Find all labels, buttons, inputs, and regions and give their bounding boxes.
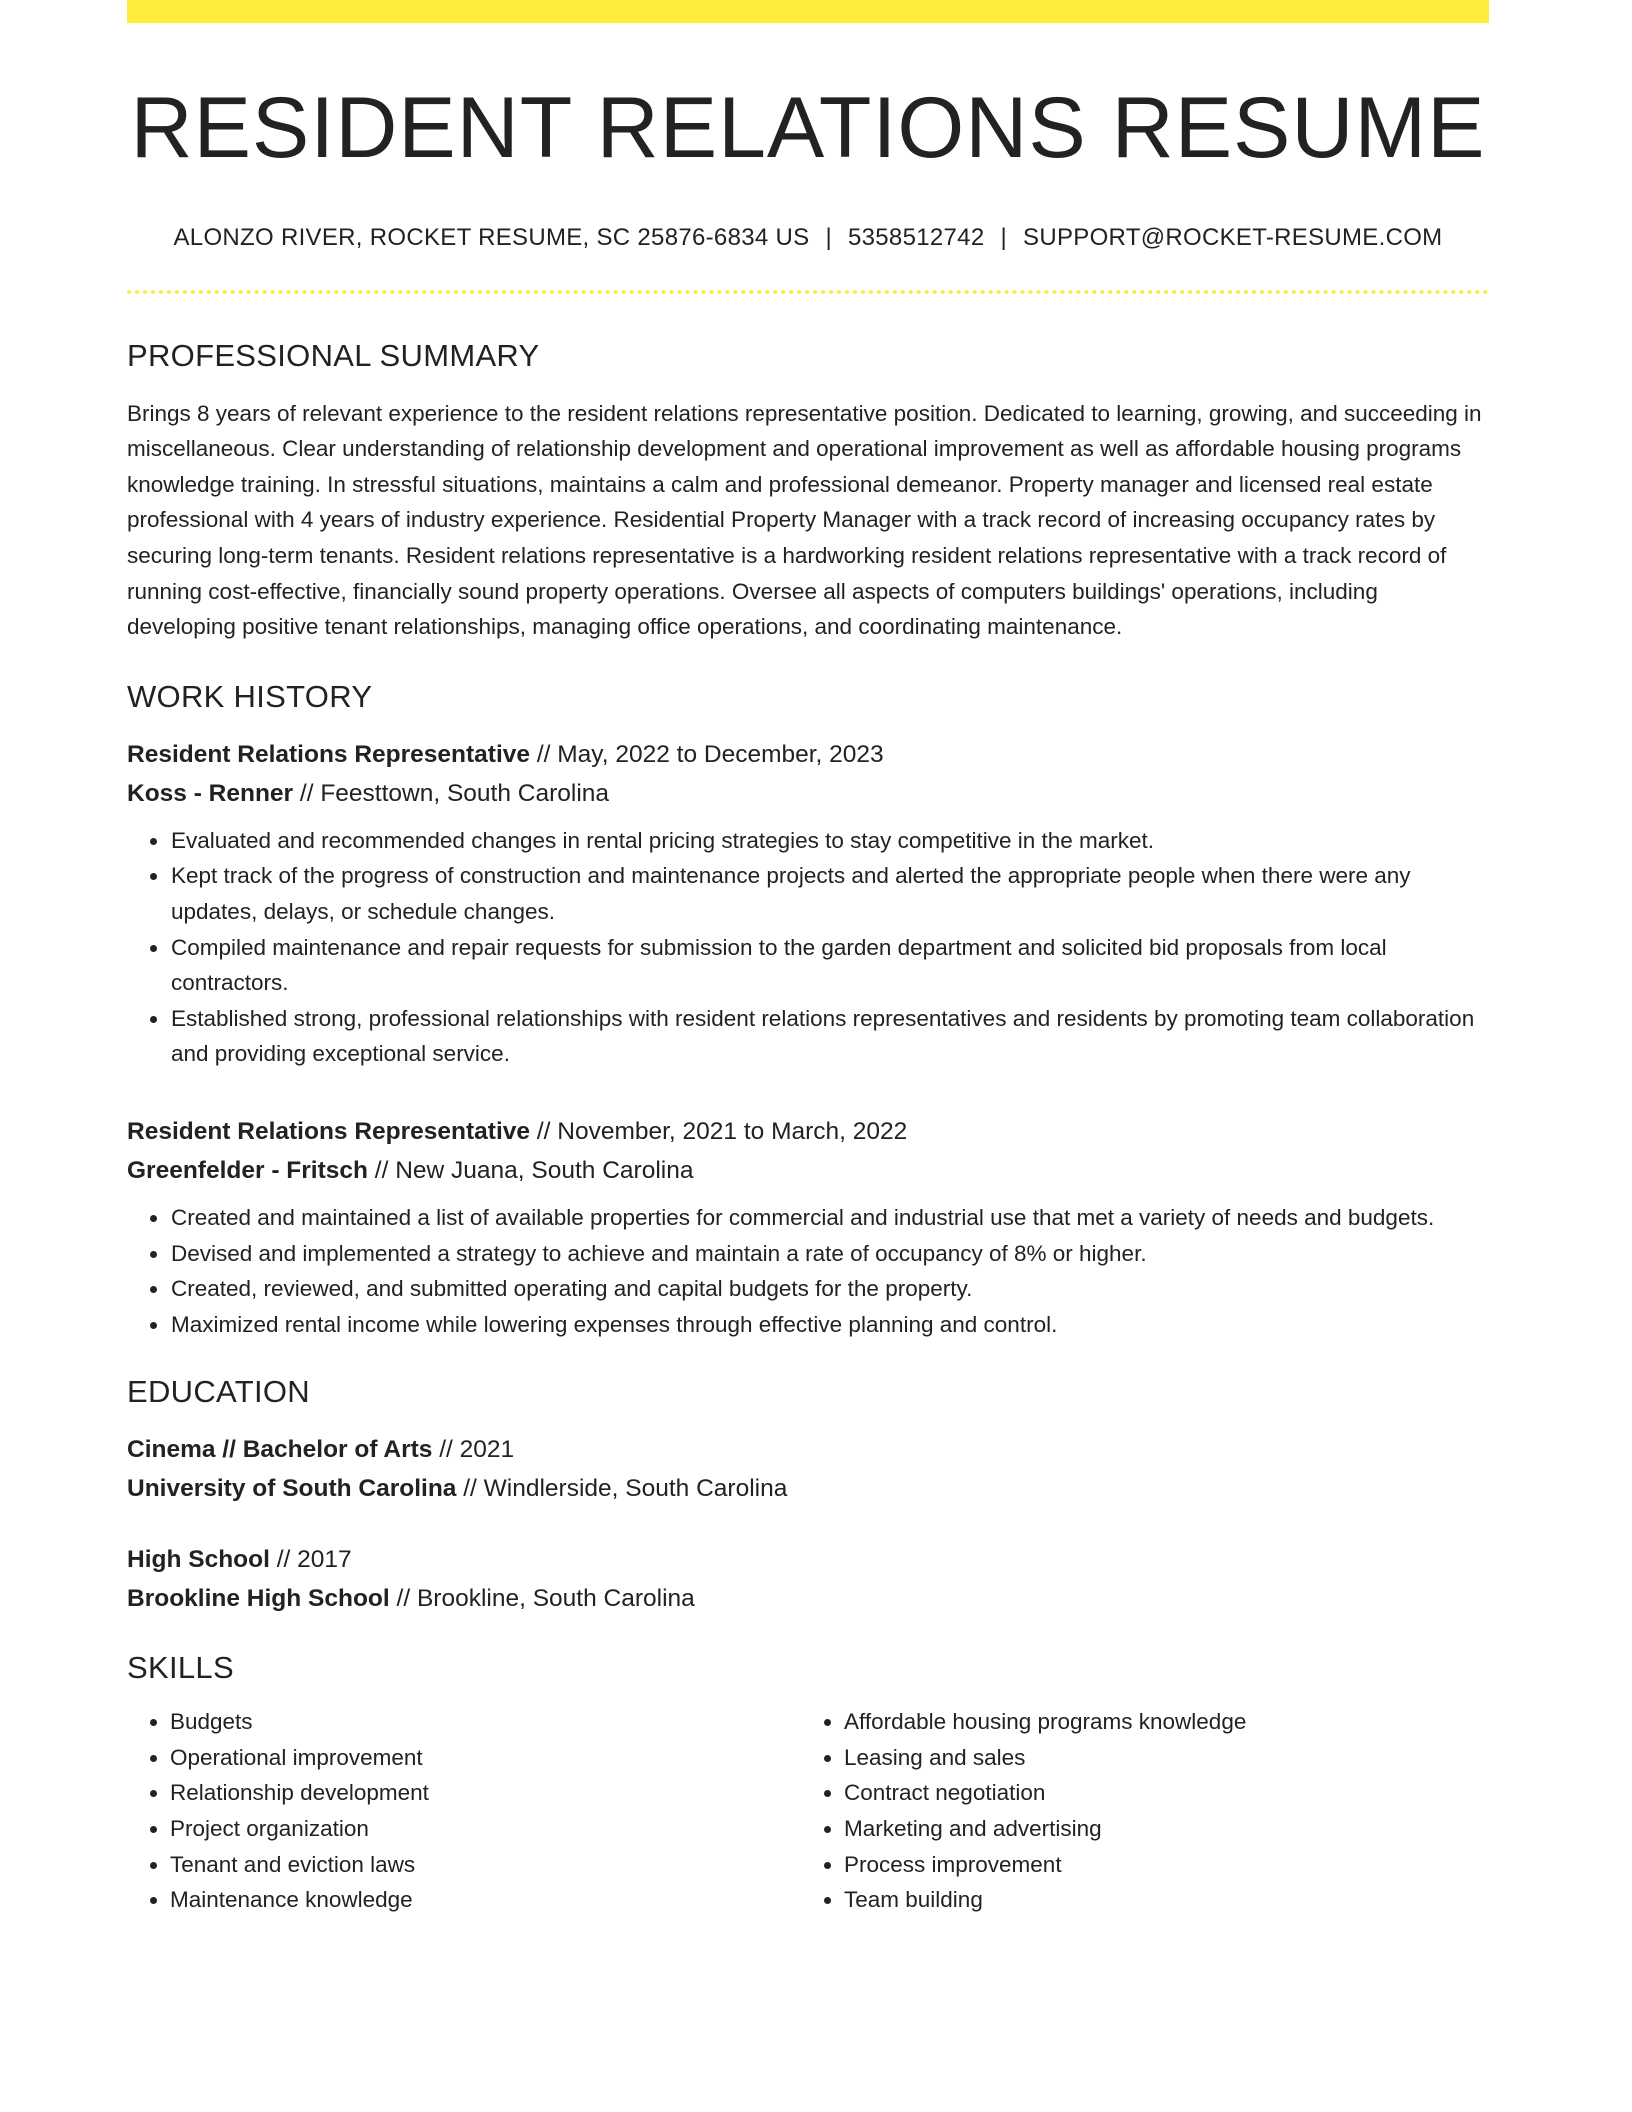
education-school: Brookline High School xyxy=(127,1585,390,1613)
contact-separator: | xyxy=(1000,223,1008,251)
job-entry xyxy=(127,735,1489,1072)
education-degree: High School xyxy=(127,1546,270,1574)
education-location: // Windlerside, South Carolina xyxy=(456,1475,788,1503)
contact-separator: | xyxy=(825,223,832,251)
contact-email: SUPPORT@ROCKET-RESUME.COM xyxy=(1023,223,1443,251)
list-item: • Compiled maintenance and repair requests for submission to the garden department and solicited bid proposals from local contractors. xyxy=(170,930,1489,1001)
resume-title: RESIDENT RELATIONS RESUME xyxy=(130,80,1486,176)
list-item: • Maximized rental income while lowering expenses through effective planning and control. xyxy=(170,1307,1489,1343)
job-title: Resident Relations Representative xyxy=(127,1117,531,1145)
skills-columns xyxy=(127,1704,1489,1918)
summary-text: Brings 8 years of relevant experience to the resident relations representative position. Dedicated to learning, growing, and succeeding in miscellaneous. Clear understanding of relationship development and operational improvement as well as affordable housing programs knowledge training. In stressful situations, maintains a calm and professional demeanor. Property manager and licensed real estate professional with 4 years of industry experience. Residential Property Manager with a track record of increasing occupancy rates by securing long-term tenants. Resident relations representative is a hardworking resident relations representative with a track record of running cost-effective, financially sound property operations. Oversee all aspects of computers buildings' operations, including developing positive tenant relationships, managing office operations, and coordinating maintenance. xyxy=(127,400,1482,640)
education-school: University of South Carolina xyxy=(127,1475,457,1503)
job-company: Greenfelder - Fritsch xyxy=(127,1156,368,1184)
skills-list-left xyxy=(127,1704,799,1918)
skills-list-right xyxy=(799,1704,1473,1918)
skill-item: • Maintenance knowledge xyxy=(170,1882,799,1918)
skill-item: • Contract negotiation xyxy=(844,1775,1473,1811)
education-entry xyxy=(127,1430,1489,1508)
skill-item: • Leasing and sales xyxy=(844,1740,1473,1776)
list-item: • Created, reviewed, and submitted operating and capital budgets for the property. xyxy=(170,1271,1489,1307)
accent-top-bar xyxy=(127,0,1489,23)
skill-item: • Project organization xyxy=(170,1811,799,1847)
list-item: • Devised and implemented a strategy to achieve and maintain a rate of occupancy of 8% or higher. xyxy=(170,1236,1489,1272)
education-year: // 2021 xyxy=(432,1436,515,1464)
job-location: // Feesttown, South Carolina xyxy=(293,779,610,807)
contact-line xyxy=(127,224,1489,252)
job-company: Koss - Renner xyxy=(127,779,294,807)
job-bullets xyxy=(127,1200,1489,1342)
resume-page xyxy=(127,0,1489,1918)
job-company-line xyxy=(127,774,1489,813)
skill-item: • Operational improvement xyxy=(170,1740,799,1776)
job-bullets xyxy=(127,823,1489,1072)
job-title-line xyxy=(127,1112,1489,1151)
dotted-divider xyxy=(127,290,1489,294)
job-entry xyxy=(127,1112,1489,1342)
job-location: // New Juana, South Carolina xyxy=(367,1156,694,1184)
skill-item: • Marketing and advertising xyxy=(844,1811,1473,1847)
list-item: • Kept track of the progress of construction and maintenance projects and alerted the appropriate people when there were any updates, delays, or schedule changes. xyxy=(170,858,1489,929)
skill-item: • Relationship development xyxy=(170,1775,799,1811)
education-school-line xyxy=(127,1579,1489,1618)
list-item: • Evaluated and recommended changes in rental pricing strategies to stay competitive in the market. xyxy=(170,823,1489,859)
section-heading-summary: PROFESSIONAL SUMMARY xyxy=(127,337,540,373)
job-dates: // November, 2021 to March, 2022 xyxy=(530,1117,908,1145)
skill-item: • Team building xyxy=(844,1882,1473,1918)
job-company-line xyxy=(127,1151,1489,1190)
education-degree-line xyxy=(127,1430,1489,1469)
skill-item: • Affordable housing programs knowledge xyxy=(844,1704,1473,1740)
contact-address: ALONZO RIVER, ROCKET RESUME, SC 25876-6834 US xyxy=(173,223,810,251)
job-dates: // May, 2022 to December, 2023 xyxy=(530,740,884,768)
education-degree: Cinema // Bachelor of Arts xyxy=(127,1436,433,1464)
education-location: // Brookline, South Carolina xyxy=(389,1585,695,1613)
education-entry xyxy=(127,1540,1489,1618)
contact-phone: 5358512742 xyxy=(847,223,985,251)
skill-item: • Process improvement xyxy=(844,1847,1473,1883)
section-heading-education: EDUCATION xyxy=(127,1374,310,1410)
education-school-line xyxy=(127,1469,1489,1508)
list-item: • Established strong, professional relationships with resident relations representatives and residents by promoting team collaboration and providing exceptional service. xyxy=(170,1001,1489,1072)
section-heading-skills: SKILLS xyxy=(127,1650,234,1686)
job-title: Resident Relations Representative xyxy=(127,740,531,768)
skill-item: • Budgets xyxy=(170,1704,799,1740)
skill-item: • Tenant and eviction laws xyxy=(170,1847,799,1883)
education-year: // 2017 xyxy=(269,1546,352,1574)
job-title-line xyxy=(127,735,1489,774)
section-heading-work-history: WORK HISTORY xyxy=(127,678,373,714)
list-item: • Created and maintained a list of available properties for commercial and industrial use that met a variety of needs and budgets. xyxy=(170,1200,1489,1236)
education-degree-line xyxy=(127,1540,1489,1579)
